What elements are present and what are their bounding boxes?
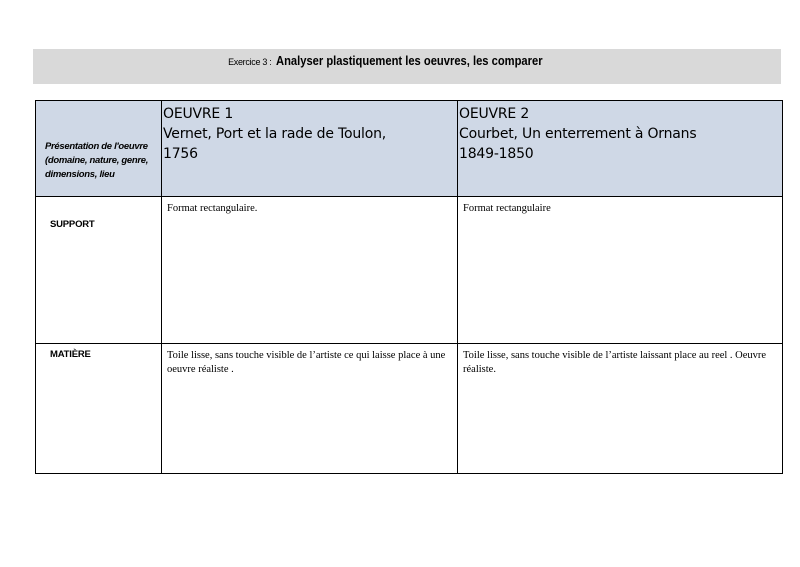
oeuvre1-date: 1756	[163, 146, 198, 162]
oeuvre2-heading: OEUVRE 2	[459, 106, 530, 122]
oeuvre2-artist-title: Courbet, Un enterrement à Ornans	[459, 126, 697, 142]
matiere-oeuvre2-cell[interactable]	[458, 344, 783, 474]
support-oeuvre2-cell[interactable]	[458, 197, 783, 344]
table-header-row	[36, 101, 783, 197]
exercise-label: Exercice 3 :	[228, 57, 272, 67]
oeuvre1-heading: OEUVRE 1	[163, 106, 234, 122]
presentation-label: Présentation de l'oeuvre (domaine, nature, genre, dimensions, lieu	[36, 101, 162, 197]
matiere-oeuvre1-cell[interactable]	[162, 344, 458, 474]
support-oeuvre1-cell[interactable]	[162, 197, 458, 344]
exercise-title-bar	[33, 49, 781, 84]
table-row	[36, 197, 783, 344]
support-oeuvre1-text: Format rectangulaire.	[167, 203, 258, 214]
support-oeuvre2-text: Format rectangulaire	[463, 203, 551, 214]
matiere-label: MATIÈRE	[36, 344, 162, 474]
oeuvre2-date: 1849-1850	[459, 146, 534, 162]
table-row	[36, 344, 783, 474]
matiere-oeuvre1-text: Toile lisse, sans touche visible de l’artiste ce qui laisse place à une oeuvre réaliste .	[167, 350, 446, 375]
oeuvre1-artist-title: Vernet, Port et la rade de Toulon,	[163, 126, 386, 142]
support-label: SUPPORT	[36, 197, 162, 344]
comparison-table	[35, 100, 783, 474]
exercise-title: Analyser plastiquement les oeuvres, les comparer	[275, 53, 543, 68]
oeuvre1-header	[162, 101, 458, 197]
matiere-oeuvre2-text: Toile lisse, sans touche visible de l’artiste laissant place au reel . Oeuvre réaliste.	[463, 350, 767, 375]
oeuvre2-header	[458, 101, 783, 197]
